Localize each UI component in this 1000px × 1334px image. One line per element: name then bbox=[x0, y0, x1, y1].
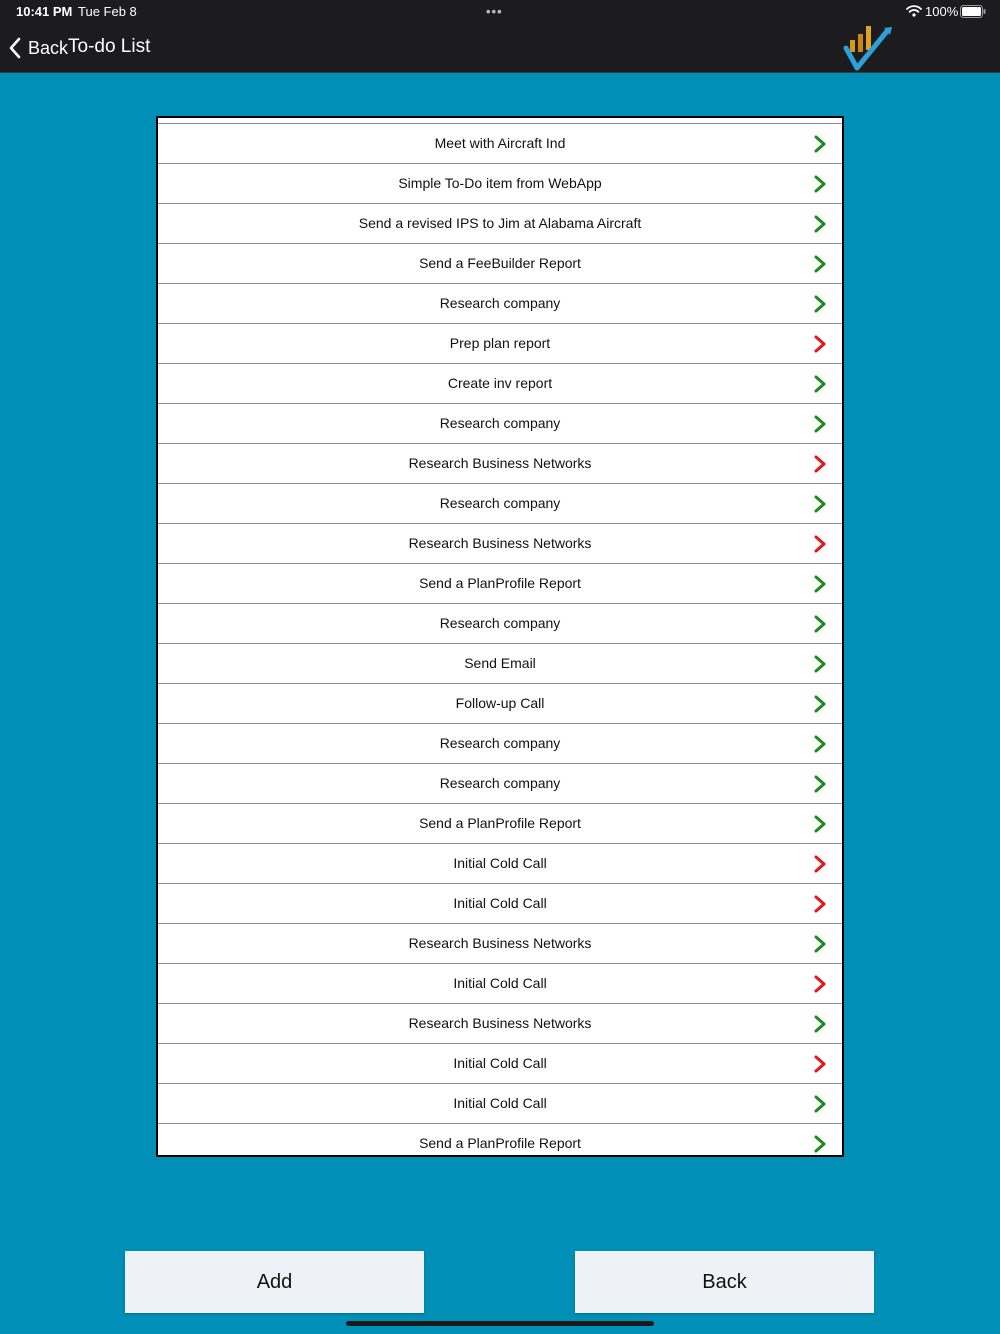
todo-label: Prep plan report bbox=[449, 335, 551, 351]
todo-row[interactable] bbox=[158, 203, 842, 243]
todo-row[interactable] bbox=[158, 843, 842, 883]
status-date: Tue Feb 8 bbox=[78, 4, 137, 19]
status-time: 10:41 PM bbox=[16, 4, 73, 19]
todo-label: Research company bbox=[439, 415, 561, 431]
todo-label: Research Business Networks bbox=[408, 535, 592, 551]
todo-label: Follow-up Call bbox=[455, 695, 545, 711]
todo-row[interactable] bbox=[158, 243, 842, 283]
add-button[interactable]: Add bbox=[125, 1251, 424, 1313]
todo-row[interactable] bbox=[158, 883, 842, 923]
chevron-right-icon[interactable] bbox=[813, 335, 827, 353]
todo-label: Research company bbox=[439, 295, 561, 311]
todo-row[interactable] bbox=[158, 123, 842, 163]
todo-row[interactable] bbox=[158, 283, 842, 323]
chevron-right-icon[interactable] bbox=[813, 615, 827, 633]
chevron-right-icon[interactable] bbox=[813, 895, 827, 913]
todo-row[interactable] bbox=[158, 923, 842, 963]
todo-label: Research Business Networks bbox=[408, 455, 592, 471]
chevron-right-icon[interactable] bbox=[813, 295, 827, 313]
top-bar bbox=[0, 0, 1000, 73]
todo-label: Send a FeeBuilder Report bbox=[419, 255, 581, 271]
todo-label: Research Business Networks bbox=[408, 935, 592, 951]
todo-label: Initial Cold Call bbox=[453, 895, 547, 911]
todo-row[interactable] bbox=[158, 163, 842, 203]
todo-label: Initial Cold Call bbox=[453, 975, 547, 991]
multitasking-dots[interactable]: ••• bbox=[486, 4, 503, 19]
todo-row[interactable] bbox=[158, 643, 842, 683]
chevron-right-icon[interactable] bbox=[813, 575, 827, 593]
chevron-right-icon[interactable] bbox=[813, 375, 827, 393]
chevron-right-icon[interactable] bbox=[813, 975, 827, 993]
chevron-right-icon[interactable] bbox=[813, 455, 827, 473]
todo-row[interactable] bbox=[158, 603, 842, 643]
todo-row[interactable] bbox=[158, 763, 842, 803]
nav-back-label: Back bbox=[28, 37, 69, 58]
chevron-right-icon[interactable] bbox=[813, 1055, 827, 1073]
battery-icon bbox=[960, 5, 986, 18]
todo-label: Research company bbox=[439, 735, 561, 751]
todo-row[interactable] bbox=[158, 963, 842, 1003]
chevron-left-icon bbox=[8, 37, 22, 59]
chevron-right-icon[interactable] bbox=[813, 255, 827, 273]
todo-label: Send Email bbox=[464, 655, 536, 671]
back-button[interactable]: Back bbox=[575, 1251, 874, 1313]
todo-label: Create inv report bbox=[447, 375, 553, 391]
todo-row[interactable] bbox=[158, 323, 842, 363]
todo-row[interactable] bbox=[158, 363, 842, 403]
todo-row[interactable] bbox=[158, 1043, 842, 1083]
todo-row[interactable] bbox=[158, 483, 842, 523]
todo-list-panel[interactable] bbox=[156, 116, 844, 1157]
chevron-right-icon[interactable] bbox=[813, 1135, 827, 1153]
todo-label: Research Business Networks bbox=[408, 1015, 592, 1031]
chevron-right-icon[interactable] bbox=[813, 735, 827, 753]
todo-row[interactable] bbox=[158, 683, 842, 723]
chevron-right-icon[interactable] bbox=[813, 855, 827, 873]
home-indicator bbox=[346, 1321, 654, 1326]
todo-row[interactable] bbox=[158, 1123, 842, 1157]
todo-row[interactable] bbox=[158, 403, 842, 443]
todo-label: Send a revised IPS to Jim at Alabama Aircraft bbox=[358, 215, 642, 231]
wifi-icon bbox=[906, 5, 922, 17]
todo-row[interactable] bbox=[158, 1003, 842, 1043]
todo-label: Send a PlanProfile Report bbox=[419, 815, 581, 831]
todo-label: Send a PlanProfile Report bbox=[419, 1135, 581, 1151]
todo-row[interactable] bbox=[158, 523, 842, 563]
todo-row[interactable] bbox=[158, 563, 842, 603]
app-logo bbox=[842, 22, 896, 72]
page-title: To-do List bbox=[68, 36, 151, 57]
todo-label: Initial Cold Call bbox=[453, 1095, 547, 1111]
todo-label: Research company bbox=[439, 495, 561, 511]
chevron-right-icon[interactable] bbox=[813, 175, 827, 193]
battery-percent: 100% bbox=[925, 4, 959, 19]
chevron-right-icon[interactable] bbox=[813, 135, 827, 153]
todo-row[interactable] bbox=[158, 723, 842, 763]
chevron-right-icon[interactable] bbox=[813, 495, 827, 513]
chevron-right-icon[interactable] bbox=[813, 775, 827, 793]
chevron-right-icon[interactable] bbox=[813, 535, 827, 553]
todo-row[interactable] bbox=[158, 443, 842, 483]
todo-label: Send a PlanProfile Report bbox=[419, 575, 581, 591]
todo-label: Research company bbox=[439, 615, 561, 631]
chevron-right-icon[interactable] bbox=[813, 815, 827, 833]
todo-label: Simple To-Do item from WebApp bbox=[398, 175, 602, 191]
todo-label: Initial Cold Call bbox=[453, 1055, 547, 1071]
todo-row[interactable] bbox=[158, 1083, 842, 1123]
todo-row[interactable] bbox=[158, 803, 842, 843]
nav-back-button[interactable] bbox=[8, 34, 68, 62]
chevron-right-icon[interactable] bbox=[813, 935, 827, 953]
todo-label: Initial Cold Call bbox=[453, 855, 547, 871]
todo-list bbox=[158, 123, 842, 1157]
todo-label: Research company bbox=[439, 775, 561, 791]
chevron-right-icon[interactable] bbox=[813, 215, 827, 233]
chevron-right-icon[interactable] bbox=[813, 415, 827, 433]
todo-label: Meet with Aircraft Ind bbox=[434, 135, 566, 151]
chevron-right-icon[interactable] bbox=[813, 1095, 827, 1113]
chevron-right-icon[interactable] bbox=[813, 695, 827, 713]
chevron-right-icon[interactable] bbox=[813, 1015, 827, 1033]
chevron-right-icon[interactable] bbox=[813, 655, 827, 673]
